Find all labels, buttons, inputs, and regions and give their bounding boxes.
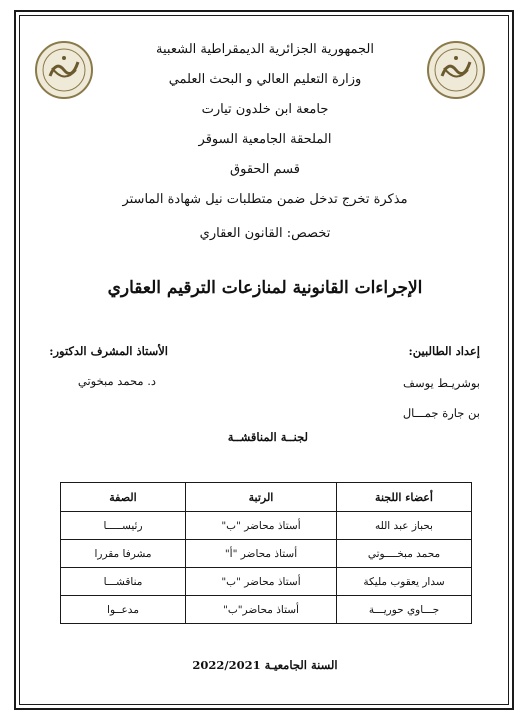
member-name: بحباز عبد الله [337,512,472,540]
member-role: مناقشـــا [61,568,186,596]
column-header: أعضاء اللجنة [337,483,472,512]
table-row [61,568,472,596]
committee-heading: لجنــة المناقشــة [227,430,308,444]
specialty: تخصص: القانون العقاري [199,226,331,241]
table-row [61,540,472,568]
student-name: بن جارة جمـــال [402,406,480,420]
university-logo-left [34,40,94,100]
member-rank: أستاذ محاضر "أ" [186,540,337,568]
committee-table [60,482,472,624]
department-name: قسم الحقوق [230,162,300,177]
supervisor-name: د. محمد مبخوتي [77,374,156,388]
member-role: مدعــوا [61,596,186,624]
prepared-by-label: إعداد الطالبين: [408,344,480,358]
ministry-name: وزارة التعليم العالي و البحث العلمي [168,72,362,87]
table-row [61,512,472,540]
column-header: الصفة [61,483,186,512]
republic-name: الجمهورية الجزائرية الديمقراطية الشعبية [156,42,374,57]
member-role: مشرفا مقررا [61,540,186,568]
university-logo-right [426,40,486,100]
member-name: سدار يعقوب مليكة [337,568,472,596]
supervisor-label: الأستاذ المشرف الدكتور: [49,344,168,358]
member-rank: أستاذ محاضر "ب" [186,568,337,596]
column-header: الرتبة [186,483,337,512]
member-role: رئيســـــا [61,512,186,540]
member-name: جـــاوي حوريـــة [337,596,472,624]
thesis-note: مذكرة تخرج تدخل ضمن متطلبات نيل شهادة الماستر [122,192,408,207]
member-rank: أستاذ محاضر"ب" [186,596,337,624]
thesis-title: الإجراءات القانونية لمنازعات الترقيم العقاري [107,278,423,298]
annex-name: الملحقة الجامعية السوقر [198,132,332,147]
member-name: محمد مبخــــوتي [337,540,472,568]
university-name: جامعة ابن خلدون تيارت [201,102,329,117]
member-rank: أستاذ محاضر "ب" [186,512,337,540]
table-header-row [61,483,472,512]
student-name: بوشريـط يوسف [403,376,480,390]
academic-year: السنة الجامعيـة 2022/2021 [192,658,338,672]
table-row [61,596,472,624]
